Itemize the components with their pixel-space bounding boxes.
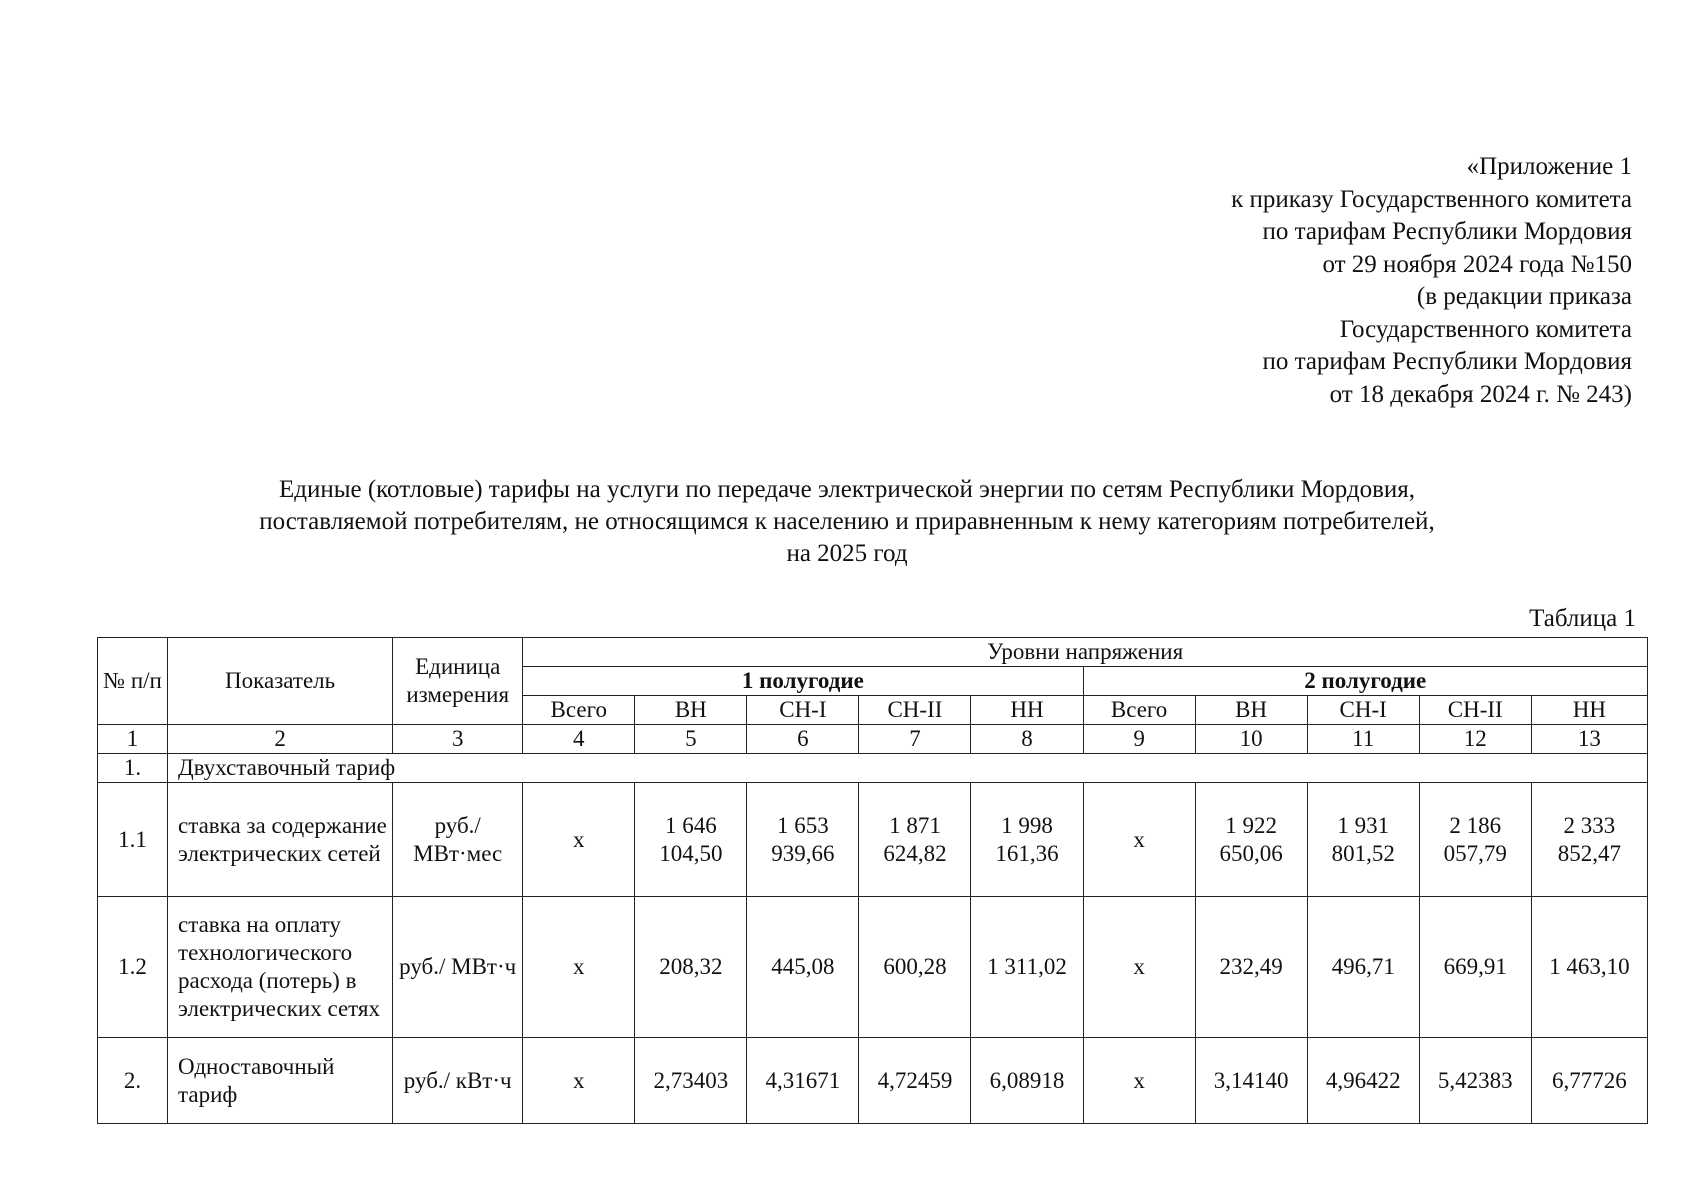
header-level: Всего [1083, 696, 1195, 725]
header-level: ВН [1195, 696, 1307, 725]
section-label: Двухставочный тариф [168, 754, 1648, 783]
header-unit: Единица измерения [393, 638, 523, 725]
row-value: 1 931 801,52 [1307, 783, 1419, 897]
row-num: 1.2 [98, 897, 168, 1038]
row-value: 600,28 [859, 897, 971, 1038]
header-voltage-levels: Уровни напряжения [523, 638, 1648, 667]
column-number: 11 [1307, 725, 1419, 754]
title-line: на 2025 год [786, 540, 908, 567]
column-number: 2 [168, 725, 393, 754]
column-number: 10 [1195, 725, 1307, 754]
appendix-line: Государственного комитета [1339, 315, 1632, 343]
tariff-table [97, 637, 1648, 1124]
table-row [98, 1038, 1648, 1124]
header-level: НН [1531, 696, 1647, 725]
row-value: 669,91 [1419, 897, 1531, 1038]
row-value: 2 186 057,79 [1419, 783, 1531, 897]
header-level: СН-II [859, 696, 971, 725]
appendix-line: по тарифам Республики Мордовия [1262, 218, 1632, 245]
column-number-row [98, 725, 1648, 754]
document-title [100, 474, 1594, 570]
header-level: СН-II [1419, 696, 1531, 725]
appendix-line: от 29 ноября 2024 года №150 [1322, 250, 1632, 278]
row-value: х [523, 783, 635, 897]
appendix-line: «Приложение 1 [1466, 153, 1632, 180]
row-value: 1 922 650,06 [1195, 783, 1307, 897]
row-value: 1 311,02 [971, 897, 1083, 1038]
header-level: НН [971, 696, 1083, 725]
row-value: 1 871 624,82 [859, 783, 971, 897]
header-row-voltage [98, 638, 1648, 667]
column-number: 9 [1083, 725, 1195, 754]
header-level: Всего [523, 696, 635, 725]
column-number: 7 [859, 725, 971, 754]
row-value: х [1083, 783, 1195, 897]
header-indicator: Показатель [168, 638, 393, 725]
row-indicator: ставка на оплату технологического расхода (потерь) в электрических сетях [168, 897, 393, 1038]
row-indicator: ставка за содержание электрических сетей [168, 783, 393, 897]
row-value: 3,14140 [1195, 1038, 1307, 1124]
row-value: 496,71 [1307, 897, 1419, 1038]
column-number: 8 [971, 725, 1083, 754]
column-number: 12 [1419, 725, 1531, 754]
row-value: 208,32 [635, 897, 747, 1038]
table-row [98, 897, 1648, 1038]
column-number: 3 [393, 725, 523, 754]
row-num: 2. [98, 1038, 168, 1124]
column-number: 13 [1531, 725, 1647, 754]
header-level: ВН [635, 696, 747, 725]
row-value: 1 463,10 [1531, 897, 1647, 1038]
row-value: 445,08 [747, 897, 859, 1038]
column-number: 5 [635, 725, 747, 754]
table-label: Таблица 1 [1529, 605, 1636, 632]
header-num: № п/п [98, 638, 168, 725]
appendix-line: по тарифам Республики Мордовия [1262, 348, 1632, 375]
column-number: 6 [747, 725, 859, 754]
row-unit: руб./ кВт·ч [393, 1038, 523, 1124]
row-value: 4,31671 [747, 1038, 859, 1124]
row-value: 2,73403 [635, 1038, 747, 1124]
column-number: 4 [523, 725, 635, 754]
table-row [98, 783, 1648, 897]
header-half-1: 1 полугодие [523, 667, 1083, 696]
row-value: 2 333 852,47 [1531, 783, 1647, 897]
row-value: 232,49 [1195, 897, 1307, 1038]
appendix-line: к приказу Государственного комитета [1231, 185, 1632, 213]
row-value: 1 998 161,36 [971, 783, 1083, 897]
row-value: х [523, 897, 635, 1038]
row-value: х [1083, 897, 1195, 1038]
section-row-two-rate [98, 754, 1648, 783]
row-value: 5,42383 [1419, 1038, 1531, 1124]
column-number: 1 [98, 725, 168, 754]
appendix-header [1231, 151, 1632, 411]
header-level: СН-I [747, 696, 859, 725]
header-level: СН-I [1307, 696, 1419, 725]
row-value: х [1083, 1038, 1195, 1124]
row-unit: руб./ МВт·мес [393, 783, 523, 897]
row-value: 4,72459 [859, 1038, 971, 1124]
appendix-line: от 18 декабря 2024 г. № 243) [1329, 380, 1632, 408]
row-value: х [523, 1038, 635, 1124]
row-indicator: Одноставочный тариф [168, 1038, 393, 1124]
section-num: 1. [98, 754, 168, 783]
row-value: 1 646 104,50 [635, 783, 747, 897]
row-unit: руб./ МВт·ч [393, 897, 523, 1038]
row-num: 1.1 [98, 783, 168, 897]
title-line: Единые (котловые) тарифы на услуги по передаче электрической энергии по сетям Республики Мордовия, [278, 476, 1416, 503]
row-value: 6,08918 [971, 1038, 1083, 1124]
row-value: 6,77726 [1531, 1038, 1647, 1124]
header-half-2: 2 полугодие [1083, 667, 1647, 696]
appendix-line: (в редакции приказа [1416, 283, 1632, 310]
row-value: 4,96422 [1307, 1038, 1419, 1124]
title-line: поставляемой потребителям, не относящимся к населению и приравненным к нему категориям потребителей, [259, 508, 1435, 535]
row-value: 1 653 939,66 [747, 783, 859, 897]
